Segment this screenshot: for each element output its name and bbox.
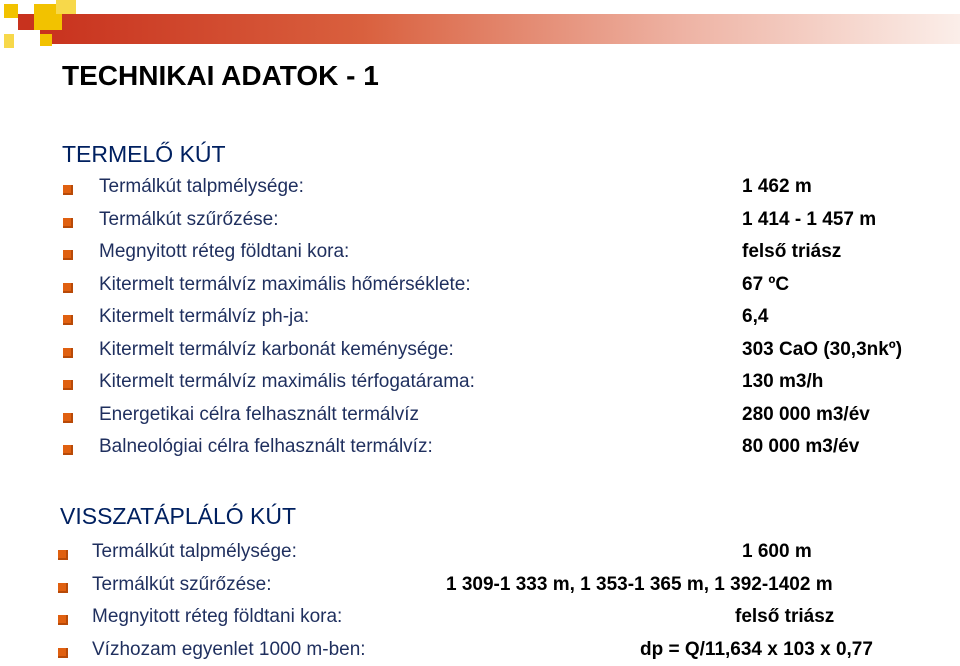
bullet-icon <box>63 315 73 325</box>
bullet-icon <box>63 218 73 228</box>
bullet-icon <box>63 185 73 195</box>
bullet-icon <box>63 348 73 358</box>
spec-value: 1 462 m <box>742 176 812 197</box>
spec-label: Kitermelt termálvíz maximális térfogatárama: <box>99 371 475 392</box>
spec-label: Termálkút szűrőzése: <box>92 573 272 595</box>
spec-value: felső triász <box>735 606 835 627</box>
bullet-icon <box>63 250 73 260</box>
bullet-icon <box>63 413 73 423</box>
spec-label: Termálkút szűrőzése: <box>99 208 279 230</box>
spec-label: Vízhozam egyenlet 1000 m-ben: <box>92 638 366 660</box>
spec-value: 80 000 m3/év <box>742 436 860 457</box>
spec-label: Termálkút talpmélysége: <box>99 176 304 197</box>
bullet-icon <box>58 583 68 593</box>
section-heading-producing-well: TERMELŐ KÚT <box>62 141 226 167</box>
spec-value: dp = Q/11,634 x 103 x 0,77 <box>640 638 873 660</box>
decorative-square-yellow-4 <box>40 34 52 46</box>
bullet-icon <box>63 445 73 455</box>
spec-value: 67 ºC <box>742 273 790 295</box>
spec-value: felső triász <box>742 241 842 262</box>
spec-label: Megnyitott réteg földtani kora: <box>92 606 343 627</box>
decorative-square-yellow-1 <box>4 4 18 18</box>
bullet-icon <box>58 550 68 560</box>
spec-value: 1 414 - 1 457 m <box>742 208 877 230</box>
bullet-icon <box>63 283 73 293</box>
spec-label: Kitermelt termálvíz karbonát keménysége: <box>99 338 454 360</box>
bullet-icon <box>63 380 73 390</box>
spec-label: Kitermelt termálvíz maximális hőmérséklete: <box>99 273 471 295</box>
spec-label: Energetikai célra felhasznált termálvíz <box>99 403 419 425</box>
section-heading-reinjection-well: VISSZATÁPLÁLÓ KÚT <box>60 503 297 529</box>
header-gradient-bar <box>40 14 960 44</box>
spec-value: 6,4 <box>742 306 769 327</box>
spec-label: Megnyitott réteg földtani kora: <box>99 241 350 262</box>
spec-value: 1 600 m <box>742 541 812 562</box>
spec-value: 1 309-1 333 m, 1 353-1 365 m, 1 392-1402 m <box>446 573 833 595</box>
spec-value: 280 000 m3/év <box>742 403 870 425</box>
decorative-square-yellow-5 <box>4 34 14 48</box>
spec-label: Balneológiai célra felhasznált termálvíz: <box>99 436 433 457</box>
page-title: TECHNIKAI ADATOK - 1 <box>62 60 379 91</box>
bullet-icon <box>58 615 68 625</box>
spec-label: Termálkút talpmélysége: <box>92 541 297 562</box>
spec-value: 303 CaO (30,3nkº) <box>742 338 903 360</box>
bullet-icon <box>58 648 68 658</box>
spec-label: Kitermelt termálvíz ph-ja: <box>99 306 310 327</box>
spec-value: 130 m3/h <box>742 371 824 392</box>
decorative-square-yellow-3 <box>56 0 76 14</box>
